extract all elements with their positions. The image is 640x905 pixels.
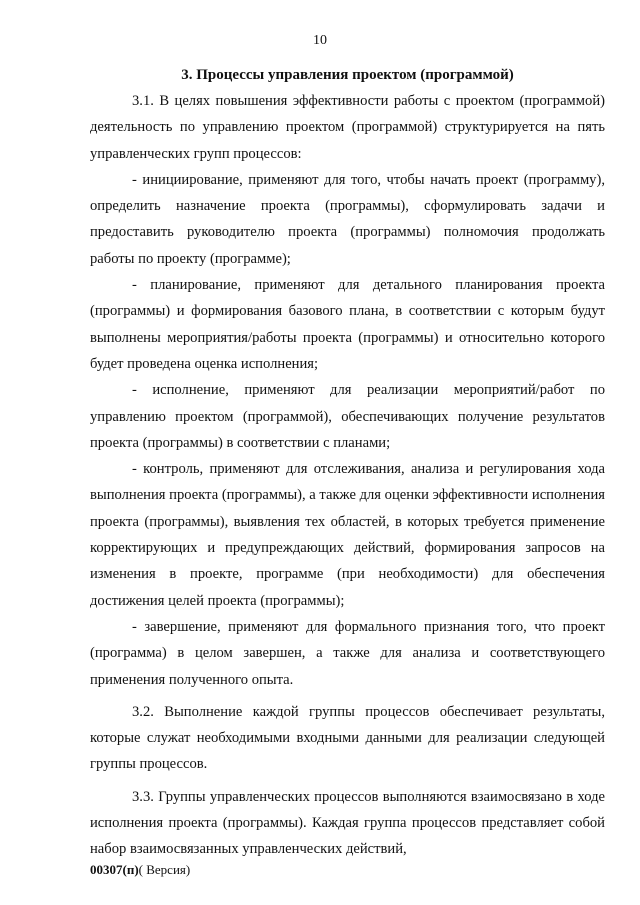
paragraph-control: - контроль, применяют для отслеживания, анализа и регулирования хода выполнения проекта (программы), а также для оценки эффективности исполнения проекта (программы), выявления тех областей, в которых требуется применение корректирующих и предупреждающих действий, формирования запросов на изменения в проекте, программе (при необходимости) для обеспечения достижения целей проекта (программы); (90, 461, 605, 609)
paragraph-3-2: 3.2. Выполнение каждой группы процессов обеспечивает результаты, которые служат необходимыми входными данными для реализации следующей группы процессов. (90, 703, 605, 773)
paragraph-3-3: 3.3. Группы управленческих процессов выполняются взаимосвязано в ходе исполнения проекта (программы). Каждая группа процессов представляет собой набор взаимосвязанных управленческих действий, (90, 788, 605, 858)
document-version: ( Версия) (138, 862, 191, 877)
document-code: 00307(п) (90, 862, 139, 877)
paragraph-execution: - исполнение, применяют для реализации мероприятий/работ по управлению проектом (программой), обеспечивающих получение результатов проекта (программы) в соответствии с планами; (90, 382, 605, 451)
section-title: 3. Процессы управления проектом (программой) (181, 67, 514, 83)
footer (90, 862, 190, 878)
paragraph-planning: - планирование, применяют для детального планирования проекта (программы) и формирования базового плана, в соответствии с которым будут выполнены мероприятия/работы проекта (программы) и относительно которого будет проведена оценка исполнения; (90, 277, 605, 372)
page-number: 10 (313, 33, 327, 48)
paragraph-3-1: 3.1. В целях повышения эффективности работы с проектом (программой) деятельность по управлению проектом (программой) структурируется на пять управленческих групп процессов: (90, 93, 605, 162)
document-body (90, 64, 605, 863)
paragraph-closing: - завершение, применяют для формального признания того, что проект (программа) в целом завершен, а также для анализа и соответствующего применения полученного опыта. (90, 618, 605, 688)
paragraph-initiation: - инициирование, применяют для того, чтобы начать проект (программу), определить назначение проекта (программы), сформулировать задачи и предоставить руководителю проекта (программы) полномочия продолжать работы по проекту (программе); (90, 171, 605, 267)
